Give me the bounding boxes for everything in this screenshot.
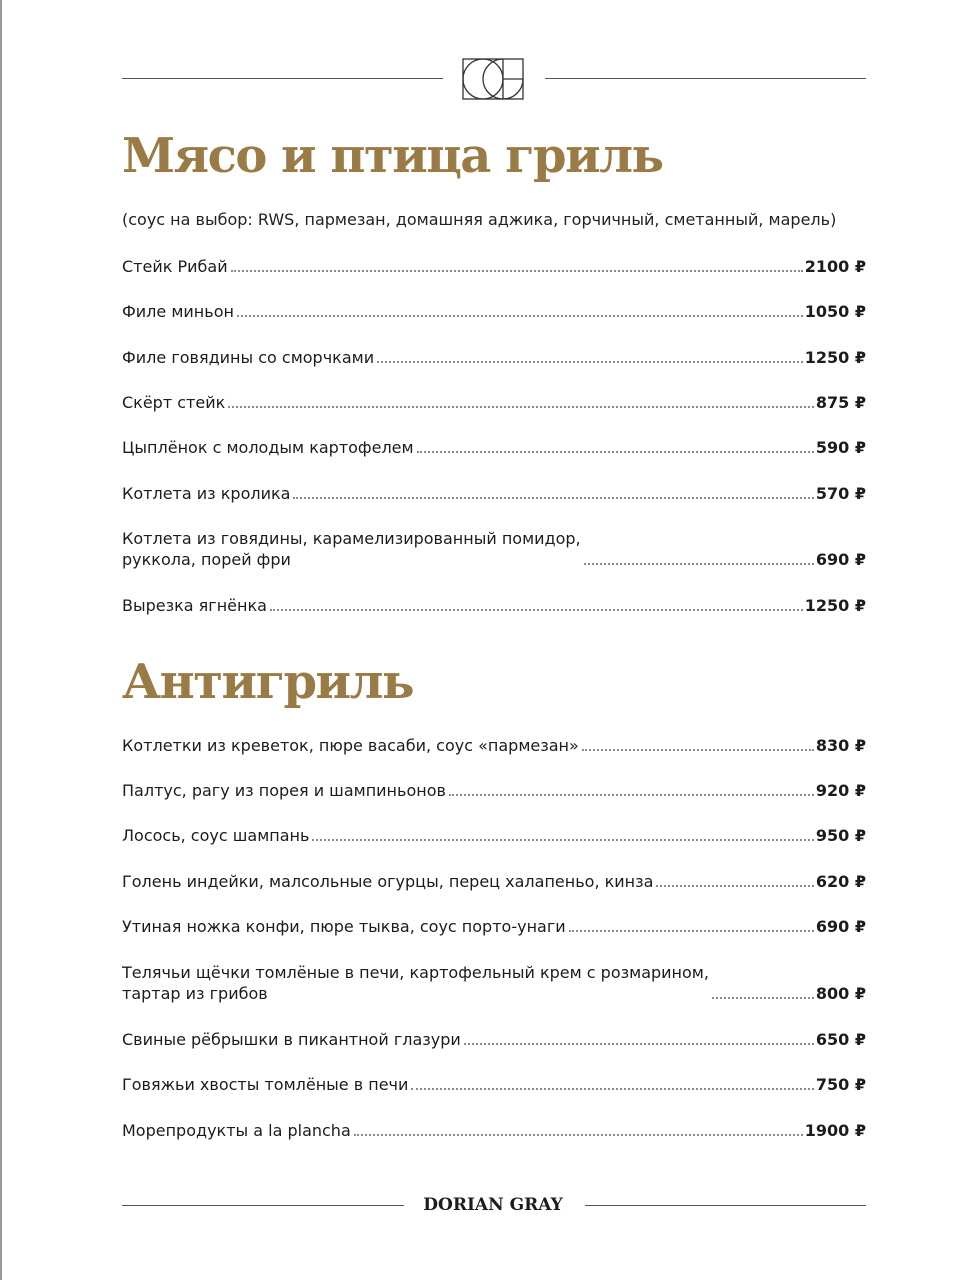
dot-leader — [377, 361, 803, 363]
dot-leader — [411, 1088, 813, 1090]
item-name: Котлетки из креветок, пюре васаби, соус «пармезан» — [122, 736, 579, 755]
item-name: Вырезка ягнёнка — [122, 596, 267, 615]
menu-item — [122, 825, 866, 846]
menu-item — [122, 916, 866, 937]
item-price: 2100 ₽ — [804, 257, 866, 276]
item-price: 830 ₽ — [815, 736, 866, 755]
dot-leader — [569, 930, 814, 932]
item-price: 1250 ₽ — [804, 348, 866, 367]
menu-item — [122, 392, 866, 413]
item-price: 650 ₽ — [815, 1030, 866, 1049]
menu-item — [122, 595, 866, 616]
item-price: 920 ₽ — [815, 781, 866, 800]
item-price: 750 ₽ — [815, 1075, 866, 1094]
section-title-antigrill: Антигриль — [122, 654, 414, 710]
menu-item — [122, 1029, 866, 1050]
menu-item — [122, 735, 866, 756]
item-name: Морепродукты a la plancha — [122, 1121, 351, 1140]
dot-leader — [293, 497, 813, 499]
logo-icon — [462, 58, 524, 100]
item-name: Телячьи щёчки томлёные в печи, картофельный крем с розмарином, тартар из грибов — [122, 963, 709, 1003]
menu-item — [122, 437, 866, 458]
menu-item — [122, 347, 866, 368]
item-price: 1050 ₽ — [804, 302, 866, 321]
section-title-grill: Мясо и птица гриль — [122, 128, 663, 184]
menu-item — [122, 780, 866, 801]
dot-leader — [237, 315, 803, 317]
item-name: Голень индейки, малсольные огурцы, перец халапеньо, кинза — [122, 872, 654, 891]
menu-item — [122, 962, 866, 1004]
item-name: Говяжьи хвосты томлёные в печи — [122, 1075, 409, 1094]
item-price: 875 ₽ — [815, 393, 866, 412]
item-price: 1900 ₽ — [804, 1121, 866, 1140]
menu-item — [122, 256, 866, 277]
dot-leader — [270, 609, 803, 611]
item-name: Филе говядины со сморчками — [122, 348, 375, 367]
dot-leader — [712, 997, 814, 999]
brand-name: DORIAN GRAY — [423, 1195, 563, 1215]
dot-leader — [312, 839, 813, 841]
item-price: 570 ₽ — [815, 484, 866, 503]
top-divider-left — [122, 78, 443, 79]
item-name: Филе миньон — [122, 302, 234, 321]
item-name: Цыплёнок с молодым картофелем — [122, 438, 414, 457]
menu-item — [122, 1074, 866, 1095]
item-name: Утиная ножка конфи, пюре тыква, соус порто-унаги — [122, 917, 566, 936]
item-price: 690 ₽ — [815, 550, 866, 569]
dot-leader — [228, 406, 814, 408]
menu-item — [122, 528, 866, 570]
item-name: Палтус, рагу из порея и шампиньонов — [122, 781, 446, 800]
dot-leader — [417, 451, 814, 453]
dot-leader — [449, 794, 814, 796]
item-price: 950 ₽ — [815, 826, 866, 845]
item-name: Лосось, соус шампань — [122, 826, 310, 845]
item-price: 1250 ₽ — [804, 596, 866, 615]
sauce-note: (соус на выбор: RWS, пармезан, домашняя аджика, горчичный, сметанный, марель) — [122, 210, 837, 229]
menu-item — [122, 483, 866, 504]
item-price: 690 ₽ — [815, 917, 866, 936]
dot-leader — [582, 749, 814, 751]
item-price: 620 ₽ — [815, 872, 866, 891]
item-name: Скёрт стейк — [122, 393, 226, 412]
bottom-divider-left — [122, 1205, 404, 1206]
menu-item — [122, 301, 866, 322]
bottom-divider-right — [585, 1205, 866, 1206]
menu-item — [122, 871, 866, 892]
dot-leader — [584, 563, 814, 565]
item-price: 800 ₽ — [815, 984, 866, 1003]
item-price: 590 ₽ — [815, 438, 866, 457]
dot-leader — [231, 270, 803, 272]
item-name: Котлета из говядины, карамелизированный помидор, руккола, порей фри — [122, 529, 581, 569]
item-name: Котлета из кролика — [122, 484, 291, 503]
dot-leader — [464, 1043, 814, 1045]
dot-leader — [354, 1134, 803, 1136]
top-divider-right — [545, 78, 866, 79]
page-edge — [0, 0, 2, 1280]
menu-item — [122, 1120, 866, 1141]
dot-leader — [656, 885, 813, 887]
item-name: Свиные рёбрышки в пикантной глазури — [122, 1030, 461, 1049]
item-name: Стейк Рибай — [122, 257, 228, 276]
